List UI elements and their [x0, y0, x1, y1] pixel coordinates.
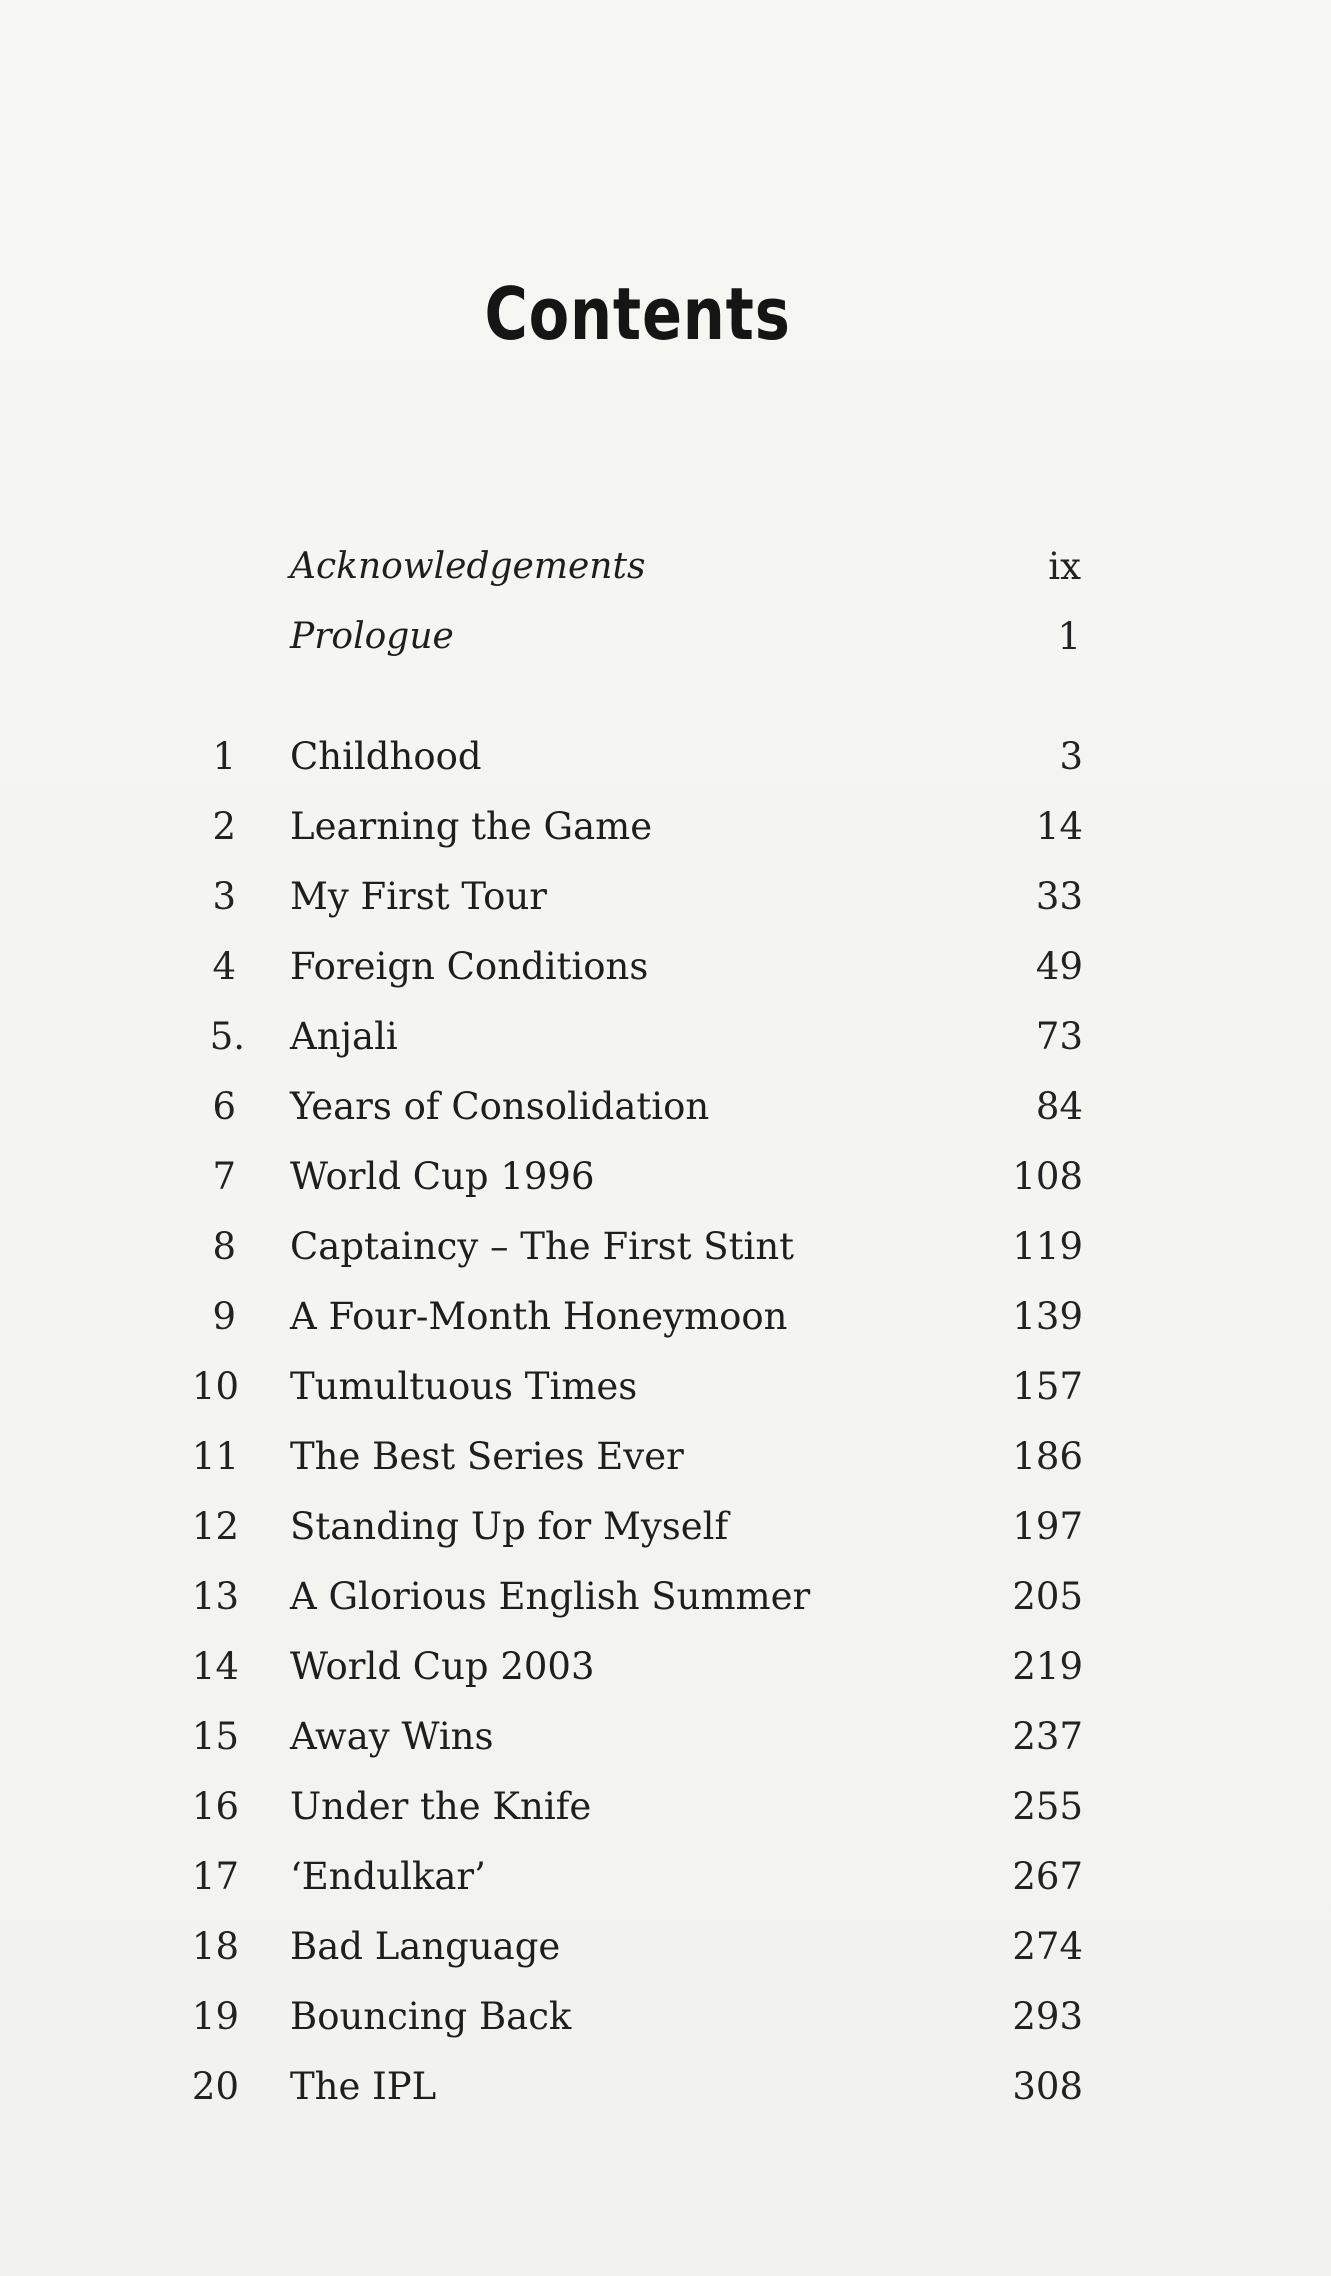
chapter-number: 3: [212, 875, 236, 918]
chapter-page: 293: [1012, 1995, 1083, 2038]
chapter-page: 267: [1012, 1855, 1083, 1898]
chapter-number: 7: [212, 1155, 236, 1198]
chapter-title: Anjali: [290, 1015, 398, 1058]
toc-entry-chapter[interactable]: [0, 872, 1331, 922]
toc-entry-chapter[interactable]: [0, 802, 1331, 852]
chapter-page: 73: [1035, 1015, 1083, 1058]
chapter-title: Bad Language: [290, 1925, 561, 1968]
chapter-number: 14: [191, 1645, 239, 1688]
chapter-number: 8: [212, 1225, 236, 1268]
chapter-number: 11: [191, 1435, 239, 1478]
chapter-title: The IPL: [290, 2065, 437, 2108]
chapter-page: 186: [1012, 1435, 1083, 1478]
chapter-number: 15: [191, 1715, 239, 1758]
toc-entry-chapter[interactable]: [0, 1502, 1331, 1552]
chapter-number: 5.: [209, 1015, 245, 1058]
chapter-page: 49: [1035, 945, 1083, 988]
chapter-page: 14: [1035, 805, 1083, 848]
chapter-title: My First Tour: [290, 875, 547, 918]
toc-entry-chapter[interactable]: [0, 1292, 1331, 1342]
toc-entry-chapter[interactable]: [0, 1572, 1331, 1622]
chapter-title: Learning the Game: [290, 805, 653, 848]
chapter-number: 9: [212, 1295, 236, 1338]
toc-entry-acknowledgements[interactable]: [0, 542, 1331, 592]
chapter-number: 6: [212, 1085, 236, 1128]
chapter-page: 139: [1012, 1295, 1083, 1338]
chapter-page: 84: [1035, 1085, 1083, 1128]
chapter-page: 33: [1035, 875, 1083, 918]
chapter-title: Foreign Conditions: [290, 945, 649, 988]
chapter-number: 16: [191, 1785, 239, 1828]
chapter-title: Standing Up for Myself: [290, 1505, 729, 1548]
chapter-page: 255: [1012, 1785, 1083, 1828]
chapter-number: 1: [212, 735, 236, 778]
chapter-title: The Best Series Ever: [290, 1435, 684, 1478]
toc-entry-chapter[interactable]: [0, 1712, 1331, 1762]
page-title: Contents: [484, 272, 791, 356]
toc-entry-chapter[interactable]: [0, 1992, 1331, 2042]
chapter-page: 274: [1012, 1925, 1083, 1968]
toc-entry-chapter[interactable]: [0, 1082, 1331, 1132]
toc-entry-chapter[interactable]: [0, 732, 1331, 782]
chapter-title: Bouncing Back: [290, 1995, 572, 2038]
chapter-title: World Cup 2003: [290, 1645, 595, 1688]
chapter-title: Years of Consolidation: [290, 1085, 710, 1128]
toc-entry-chapter[interactable]: [0, 1222, 1331, 1272]
chapter-number: 20: [191, 2065, 239, 2108]
toc-entry-chapter[interactable]: [0, 942, 1331, 992]
chapter-title: Away Wins: [290, 1715, 494, 1758]
chapter-page: 119: [1012, 1225, 1083, 1268]
toc-entry-chapter[interactable]: [0, 1642, 1331, 1692]
toc-entry-title: Acknowledgements: [290, 546, 646, 587]
chapter-title: A Glorious English Summer: [290, 1575, 811, 1618]
chapter-title: Childhood: [290, 735, 482, 778]
chapter-title: Tumultuous Times: [290, 1365, 638, 1408]
chapter-title: ‘Endulkar’: [290, 1855, 486, 1898]
chapter-number: 19: [191, 1995, 239, 2038]
chapter-title: World Cup 1996: [290, 1155, 595, 1198]
toc-entry-page: ix: [1048, 545, 1081, 588]
toc-entry-chapter[interactable]: [0, 1782, 1331, 1832]
chapter-page: 108: [1012, 1155, 1083, 1198]
chapter-page: 237: [1012, 1715, 1083, 1758]
chapter-page: 308: [1012, 2065, 1083, 2108]
toc-entry-chapter[interactable]: [0, 1362, 1331, 1412]
chapter-title: Captaincy – The First Stint: [290, 1225, 795, 1268]
chapter-number: 18: [191, 1925, 239, 1968]
toc-entry-chapter[interactable]: [0, 1432, 1331, 1482]
chapter-title: A Four-Month Honeymoon: [290, 1295, 788, 1338]
chapter-page: 205: [1012, 1575, 1083, 1618]
chapter-page: 219: [1012, 1645, 1083, 1688]
chapter-page: 157: [1012, 1365, 1083, 1408]
chapter-page: 3: [1059, 735, 1083, 778]
toc-entry-chapter[interactable]: [0, 1852, 1331, 1902]
toc-entry-chapter[interactable]: [0, 2062, 1331, 2112]
toc-entry-title: Prologue: [290, 616, 454, 657]
toc-entry-chapter[interactable]: [0, 1152, 1331, 1202]
toc-entry-prologue[interactable]: [0, 612, 1331, 662]
chapter-number: 17: [191, 1855, 239, 1898]
chapter-number: 10: [191, 1365, 239, 1408]
chapter-number: 2: [212, 805, 236, 848]
chapter-page: 197: [1012, 1505, 1083, 1548]
chapter-title: Under the Knife: [290, 1785, 592, 1828]
toc-entry-chapter[interactable]: [0, 1922, 1331, 1972]
toc-entry-chapter[interactable]: [0, 1012, 1331, 1062]
chapter-number: 12: [191, 1505, 239, 1548]
toc-entry-page: 1: [1057, 615, 1081, 658]
chapter-number: 13: [191, 1575, 239, 1618]
chapter-number: 4: [212, 945, 236, 988]
